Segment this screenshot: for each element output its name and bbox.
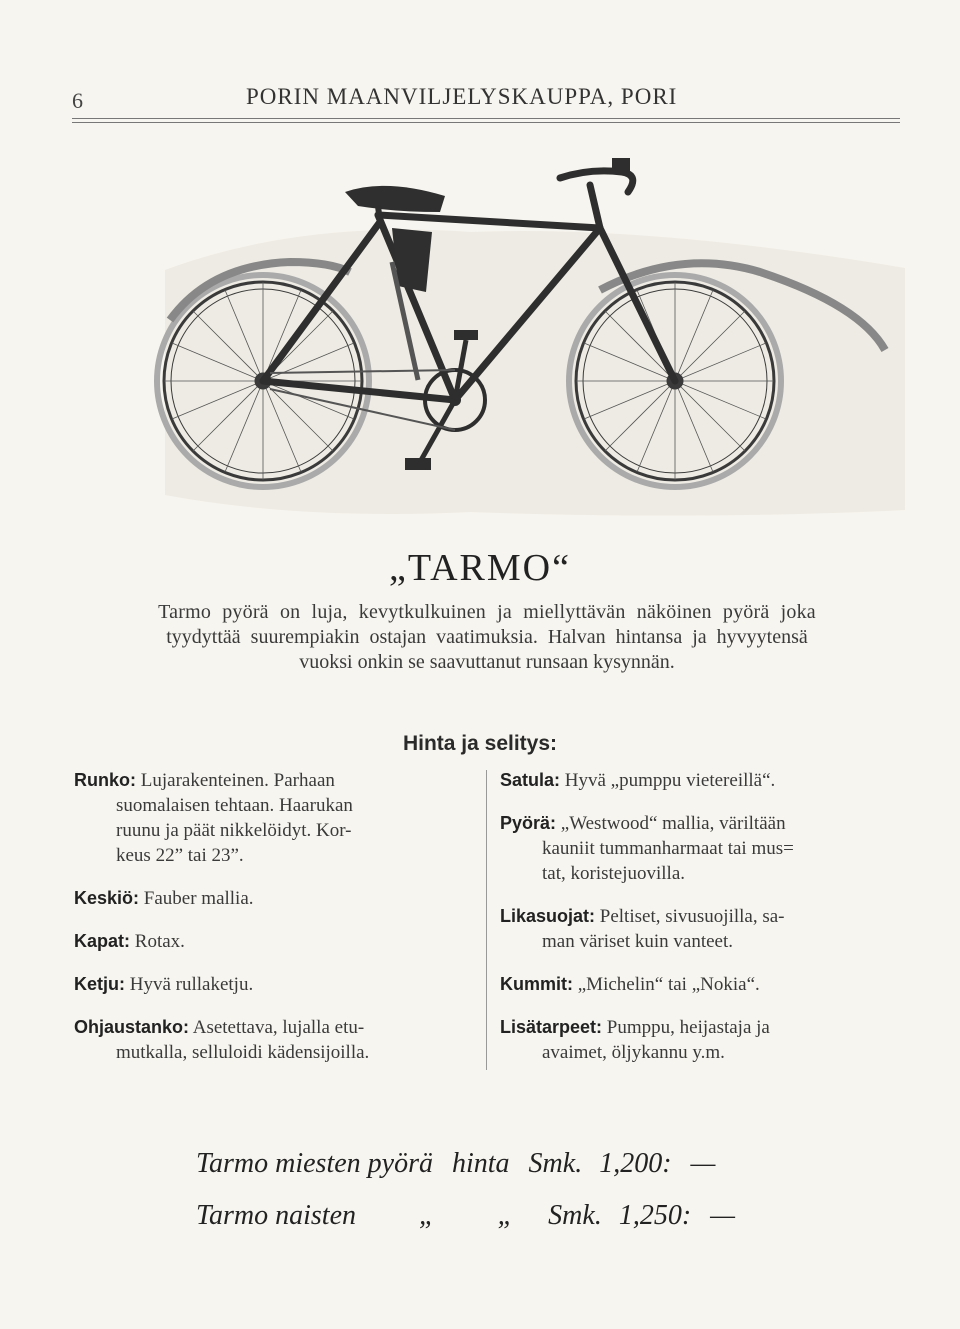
price-amount: 1,200: <box>599 1148 672 1179</box>
spec-key: Ohjaustanko: <box>74 1017 190 1037</box>
spec-value: Pumppu, heijastaja ja <box>606 1017 770 1038</box>
intro-line: vuoksi onkin se saavuttanut runsaan kysynnän. <box>299 651 675 673</box>
spec-value: Fauber mallia. <box>143 888 254 909</box>
spec-bicycle <box>500 811 900 886</box>
spec-cranks <box>74 929 474 954</box>
spec-value: Rotax. <box>134 931 185 952</box>
price-line-men <box>196 1148 715 1180</box>
spec-value: Peltiset, sivusuojilla, sa- <box>599 906 785 927</box>
spec-key: Satula: <box>500 770 561 790</box>
spec-value-cont: man väriset kuin vanteet. <box>542 931 733 952</box>
spec-value-cont: mutkalla, selluloidi kädensijoilla. <box>116 1042 370 1063</box>
spec-value-cont: kauniit tummanharmaat tai mus= <box>542 838 794 859</box>
spec-key: Likasuojat: <box>500 906 596 926</box>
spec-value: Lujarakenteinen. Parhaan <box>140 770 335 791</box>
specs-right-column <box>500 768 900 1083</box>
column-divider <box>486 770 487 1070</box>
pedal-upper <box>454 330 478 340</box>
spec-key: Keskiö: <box>74 888 140 908</box>
price-label: Tarmo miesten pyörä <box>196 1148 433 1179</box>
spec-accessories <box>500 1015 900 1065</box>
spec-value-cont: ruunu ja päät nikkelöidyt. Kor- <box>116 820 352 841</box>
page-number: 6 <box>72 88 83 113</box>
price-hinta: hinta <box>451 1148 510 1179</box>
spec-value-cont: tat, koristejuovilla. <box>542 863 686 884</box>
intro-line: tyydyttää suurempiakin ostajan vaatimuksia. Halvan hintansa ja hyvyytensä <box>166 626 808 648</box>
specs-left-column <box>74 768 474 1083</box>
price-currency: Smk. <box>528 1148 583 1179</box>
spec-frame <box>74 768 474 868</box>
spec-key: Runko: <box>74 770 136 790</box>
spec-key: Lisätarpeet: <box>500 1017 603 1037</box>
spec-key: Kummit: <box>500 974 573 994</box>
bicycle-illustration <box>0 0 960 540</box>
spec-mudguards <box>500 904 900 954</box>
product-title: „TARMO“ <box>389 547 571 589</box>
specs-heading: Hinta ja selitys: <box>402 732 558 755</box>
spec-handlebar <box>74 1015 474 1065</box>
spec-key: Pyörä: <box>500 813 557 833</box>
top-tube <box>378 215 600 228</box>
running-title: PORIN MAANVILJELYSKAUPPA, PORI <box>246 84 678 109</box>
spec-chain <box>74 972 474 997</box>
price-label: Tarmo naisten <box>196 1200 357 1231</box>
ditto-mark: „ <box>419 1200 435 1231</box>
spec-value: Asetettava, lujalla etu- <box>192 1017 365 1038</box>
spec-saddle <box>500 768 900 793</box>
spec-key: Ketju: <box>74 974 125 994</box>
spec-value-cont: keus 22” tai 23”. <box>116 845 244 866</box>
handlebar-grip <box>612 158 630 172</box>
spec-tyres <box>500 972 900 997</box>
spec-hub <box>74 886 474 911</box>
price-dash: — <box>710 1200 736 1231</box>
spec-key: Kapat: <box>74 931 131 951</box>
saddle <box>345 186 445 212</box>
spec-value: „Westwood“ mallia, väriltään <box>560 813 786 834</box>
spec-value: „Michelin“ tai „Nokia“. <box>577 974 760 995</box>
spec-value-cont: suomalaisen tehtaan. Haarukan <box>116 795 353 816</box>
price-line-women <box>196 1200 735 1232</box>
handlebar <box>560 171 633 192</box>
price-dash: — <box>690 1148 716 1179</box>
pedal-lower <box>405 458 431 470</box>
seat-post <box>378 206 380 222</box>
price-currency: Smk. <box>548 1200 602 1231</box>
price-amount: 1,250: <box>618 1200 692 1231</box>
stem <box>590 185 600 228</box>
spec-value: Hyvä rullaketju. <box>129 974 254 995</box>
ditto-mark: „ <box>497 1200 514 1231</box>
spec-value: Hyvä „pumppu vietereillä“. <box>564 770 776 791</box>
intro-line: Tarmo pyörä on luja, kevytkulkuinen ja miellyttävän näköinen pyörä joka <box>158 601 816 623</box>
spec-value-cont: avaimet, öljykannu y.m. <box>542 1042 725 1063</box>
intro-paragraph <box>74 600 900 675</box>
